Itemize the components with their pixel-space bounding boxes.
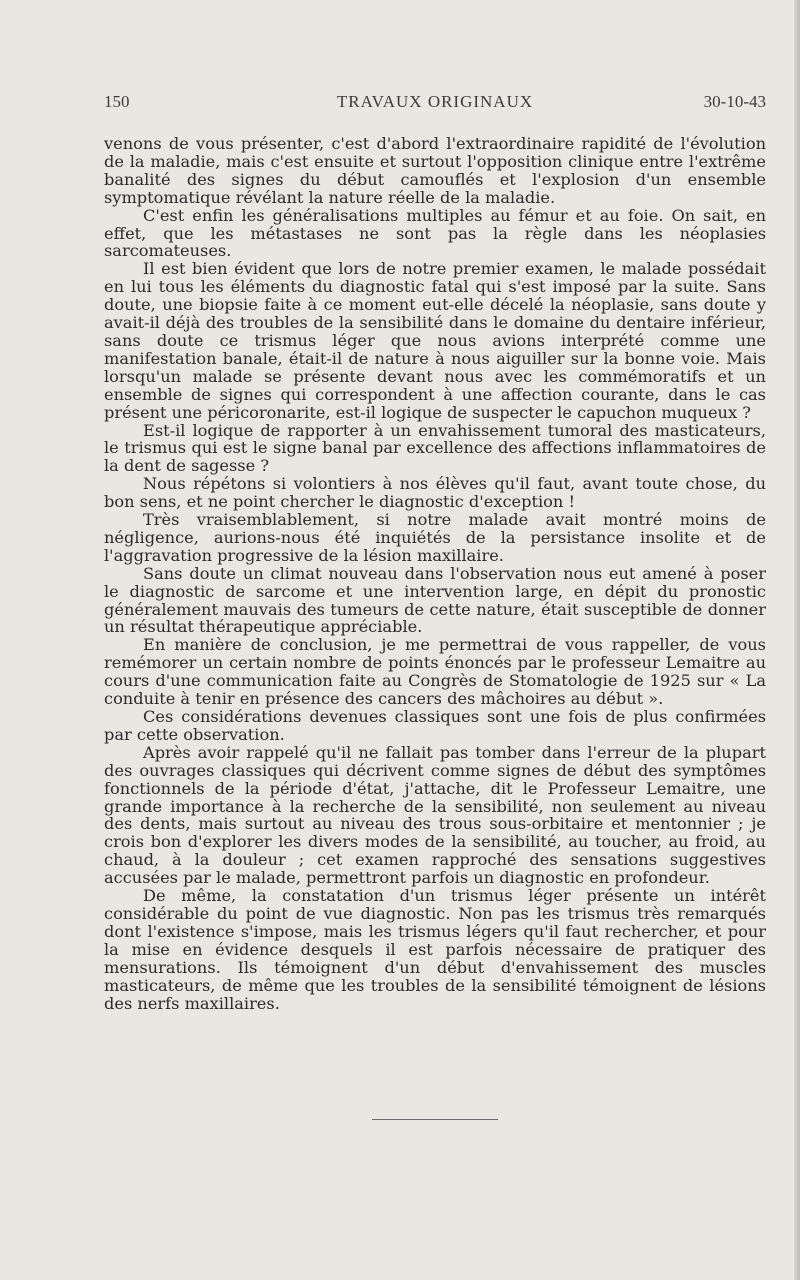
page-number: 150: [104, 92, 130, 111]
paragraph: C'est enfin les généralisations multiples au fémur et au foie. On sait, en effet, que les métastases ne sont pas la règle dans les néoplasies sarcomateuses.: [104, 205, 766, 261]
running-header: [104, 92, 766, 116]
paragraph: En manière de conclusion, je me permettrai de vous rappeller, de vous remémorer un certain nombre de points énoncés par le professeur Lemaitre au cours d'une communication faite au Congrès de Stomatologie de 1925 sur « La conduite à tenir en présence des cancers des mâchoires au début ».: [104, 635, 766, 709]
paragraph: Après avoir rappelé qu'il ne fallait pas tomber dans l'erreur de la plupart des ouvrages classiques qui décrivent comme signes de début des symptômes fonctionnels de la période d'état, j'attache, dit le Professeur Lemaitre, une grande importance à la recherche de la sensibilité, non seulement au niveau des dents, mais surtout au niveau des trous sous-orbitaire et mentonnier ; je crois bon d'explorer les divers modes de la sensibilité, au toucher, au froid, au chaud, à la douleur ; cet examen rapproché des sensations suggestives accusées par le malade, permettront parfois un diagnostic en profondeur.: [104, 742, 766, 888]
paragraph: Il est bien évident que lors de notre premier examen, le malade possédait en lui tous les éléments du diagnostic fatal qui s'est imposé par la suite. Sans doute, une biopsie faite à ce moment eut-elle décelé la néoplasie, sans doute y avait-il déjà des troubles de la sensibilité dans le domaine du dentaire inférieur, sans doute ce trismus léger que nous avions interprété comme une manifestation banale, était-il de nature à nous aiguiller sur la bonne voie. Mais lorsqu'un malade se présente devant nous avec les commémoratifs et un ensemble de signes qui correspondent à une affection courante, dans le cas présent une péricoronarite, est-il logique de suspecter le capuchon muqueux ?: [104, 259, 766, 422]
paragraph: Très vraisemblablement, si notre malade avait montré moins de négligence, aurions-nous été inquiétés de la persistance insolite et de l'aggravation progressive de la lésion maxillaire.: [104, 510, 766, 565]
end-rule: [372, 1119, 498, 1120]
paragraph: Est-il logique de rapporter à un envahissement tumoral des masticateurs, le trismus qui est le signe banal par excellence des affections inflammatoires de la dent de sagesse ?: [104, 420, 766, 476]
paragraph: Nous répétons si volontiers à nos élèves qu'il faut, avant toute chose, du bon sens, et ne point chercher le diagnostic d'exception !: [104, 474, 766, 512]
issue-date: 30-10-43: [703, 92, 766, 111]
page-edge-shadow: [794, 0, 800, 1280]
article-body: [104, 135, 766, 1012]
paragraph: Ces considérations devenues classiques sont une fois de plus confirmées par cette observation.: [104, 707, 766, 744]
paragraph: Sans doute un climat nouveau dans l'observation nous eut amené à poser le diagnostic de sarcome et une intervention large, en dépit du pronostic généralement mauvais des tumeurs de cette nature, était susceptible de donner un résultat thérapeutique appréciable.: [104, 563, 766, 637]
paragraph: De même, la constatation d'un trismus léger présente un intérêt considérable du point de vue diagnostic. Non pas les trismus très remarqués dont l'existence s'impose, mais les trismus légers qu'il faut rechercher, et pour la mise en évidence desquels il est parfois nécessaire de pratiquer des mensurations. Ils témoignent d'un début d'envahissement des muscles masticateurs, de même que les troubles de la sensibilité témoignent de lésions des nerfs maxillaires.: [104, 886, 766, 1013]
paragraph: venons de vous présenter, c'est d'abord l'extraordinaire rapidité de l'évolution de la maladie, mais c'est ensuite et surtout l'opposition clinique entre l'extrême banalité des signes du début camouflés et l'explosion d'un ensemble symptomatique révélant la nature réelle de la maladie.: [104, 134, 766, 207]
running-title: TRAVAUX ORIGINAUX: [336, 92, 534, 111]
